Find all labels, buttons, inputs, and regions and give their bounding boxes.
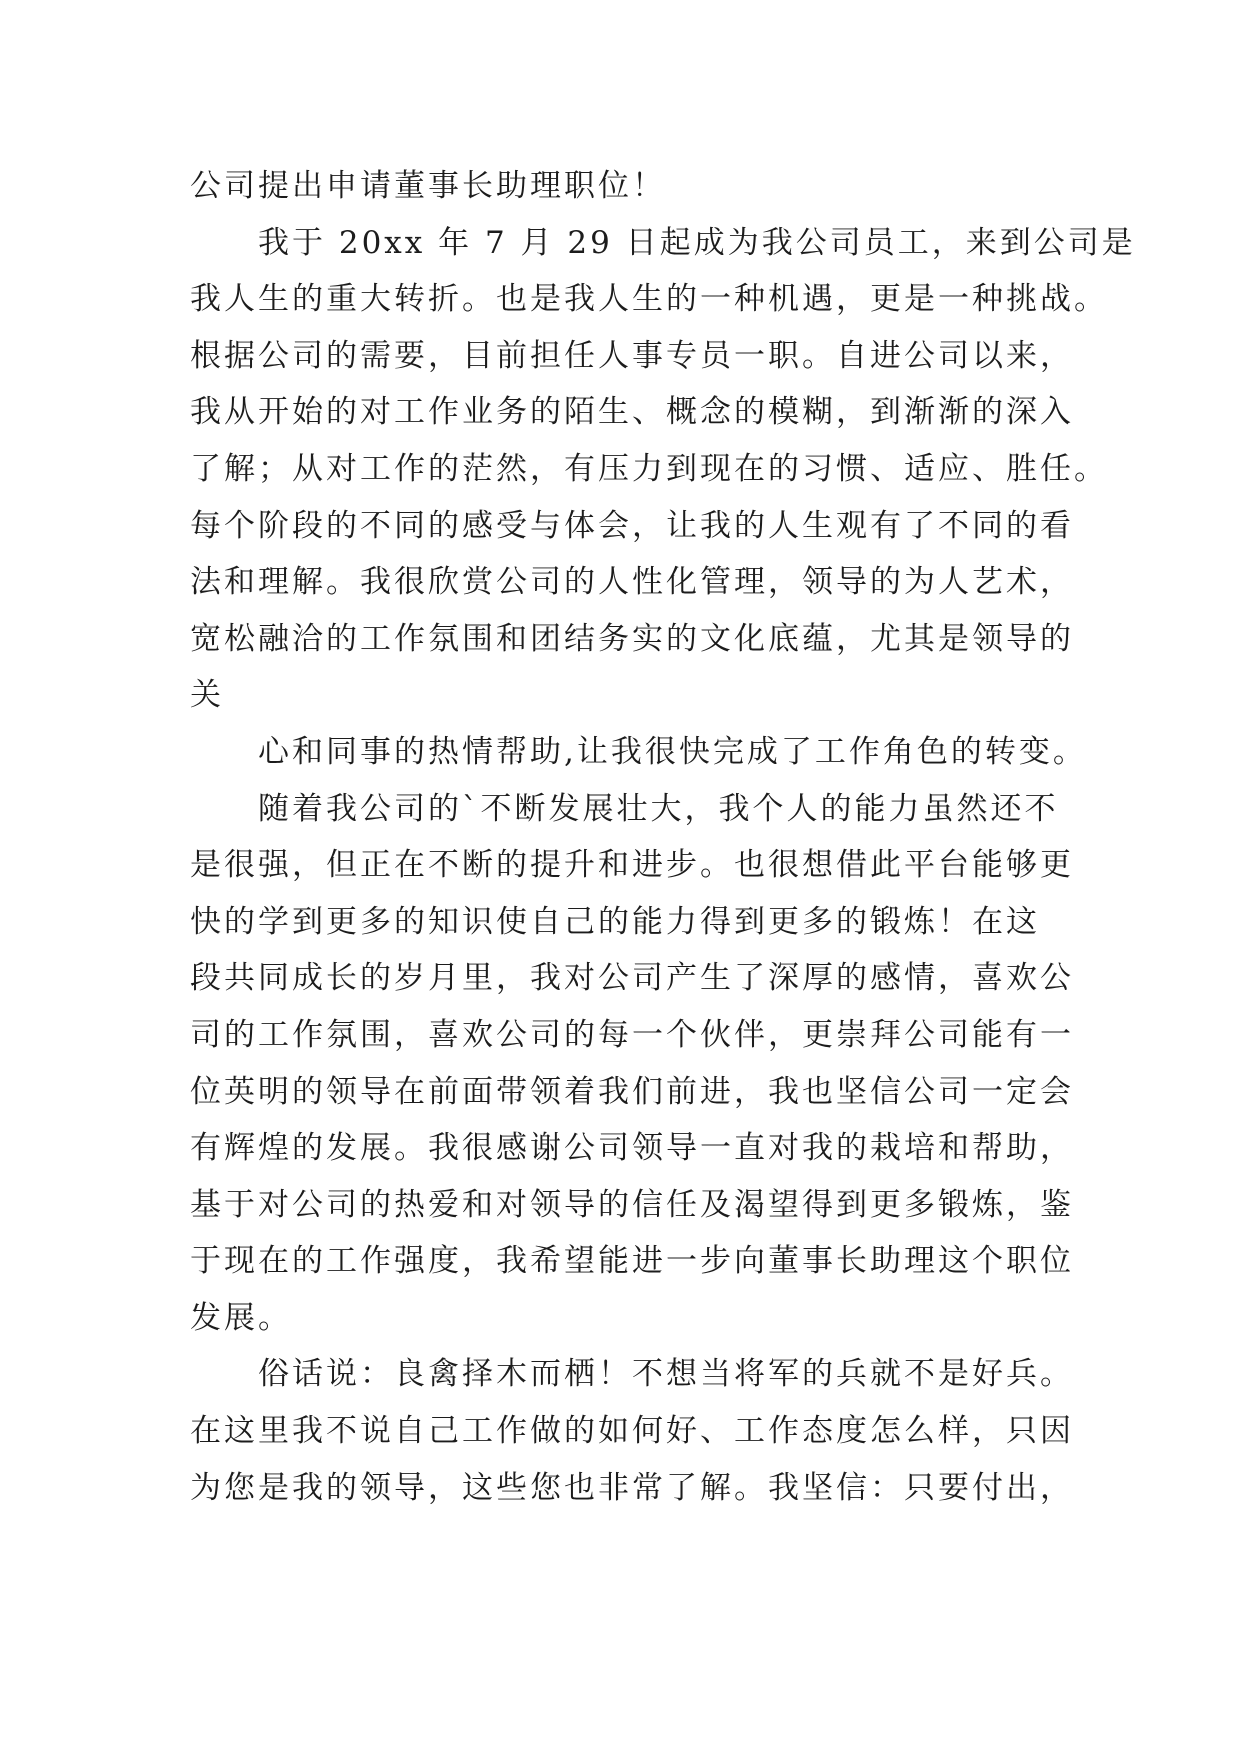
text-line: 位英明的领导在前面带领着我们前进，我也坚信公司一定会 [190,1073,1074,1110]
text-line: 发展。 [190,1299,292,1336]
text-line: 每个阶段的不同的感受与体会，让我的人生观有了不同的看 [190,507,1074,544]
text-line: 俗话说：良禽择木而栖！不想当将军的兵就不是好兵。 [258,1356,1074,1393]
text-line: 我从开始的对工作业务的陌生、概念的模糊，到渐渐的深入 [190,394,1074,431]
text-line: 根据公司的需要，目前担任人事专员一职。自进公司以来， [190,337,1074,374]
text-line: 了解；从对工作的茫然，有压力到现在的习惯、适应、胜任。 [190,450,1108,487]
text-line: 随着我公司的`不断发展壮大，我个人的能力虽然还不 [258,790,1059,827]
text-line: 是很强，但正在不断的提升和进步。也很想借此平台能够更 [190,847,1074,884]
text-line: 法和理解。我很欣赏公司的人性化管理，领导的为人艺术， [190,564,1074,601]
text-line: 宽松融洽的工作氛围和团结务实的文化底蕴，尤其是领导的 [190,620,1074,657]
text-line: 有辉煌的发展。我很感谢公司领导一直对我的栽培和帮助， [190,1130,1074,1167]
text-line: 司的工作氛围，喜欢公司的每一个伙伴，更崇拜公司能有一 [190,1016,1074,1053]
text-line: 公司提出申请董事长助理职位！ [190,168,666,204]
text-line: 我人生的重大转折。也是我人生的一种机遇，更是一种挑战。 [190,281,1108,318]
text-line: 快的学到更多的知识使自己的能力得到更多的锻炼！在这 [190,903,1040,940]
document-body [190,158,1136,1516]
text-line: 于现在的工作强度，我希望能进一步向董事长助理这个职位 [190,1243,1074,1280]
text-line: 基于对公司的热爱和对领导的信任及渴望得到更多锻炼，鉴 [190,1186,1074,1223]
text-line: 关 [190,677,224,714]
text-line: 为您是我的领导，这些您也非常了解。我坚信：只要付出， [190,1469,1074,1506]
text-line: 我于 20xx 年 7 月 29 日起成为我公司员工，来到公司是 [258,224,1136,261]
text-line: 段共同成长的岁月里，我对公司产生了深厚的感情，喜欢公 [190,960,1074,997]
text-line: 心和同事的热情帮助,让我很快完成了工作角色的转变。 [258,733,1087,770]
text-line: 在这里我不说自己工作做的如何好、工作态度怎么样，只因 [190,1413,1074,1450]
